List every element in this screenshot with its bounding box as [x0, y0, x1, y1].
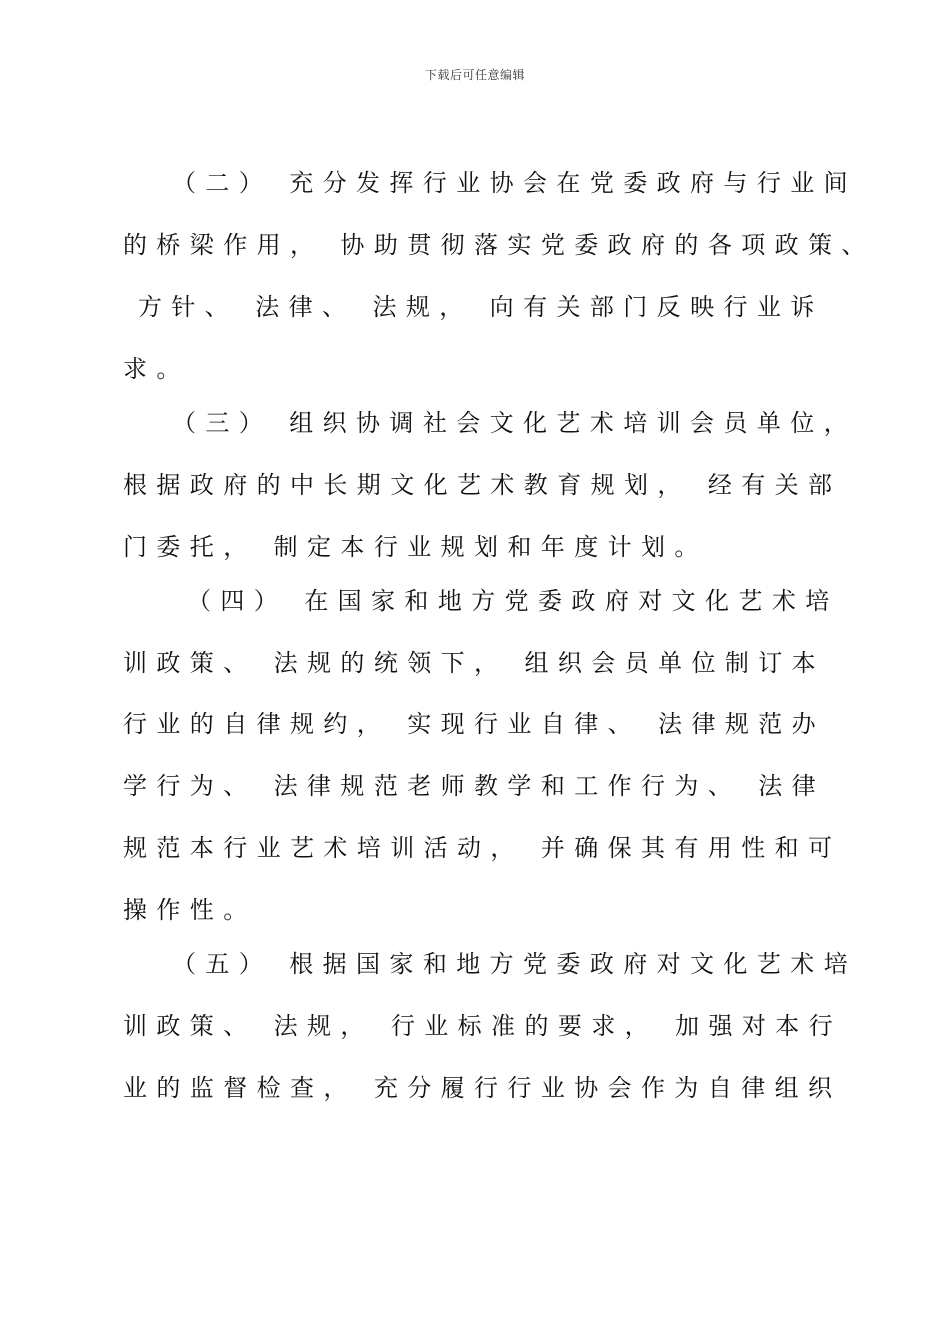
paragraph-3-line-2: 根据政府的中长期文化艺术教育规划， 经有关部: [123, 471, 842, 499]
paragraph-2-line-3: 方针、 法律、 法规， 向有关部门反映行业诉: [138, 293, 824, 321]
paragraph-4-line-3: 行业的自律规约， 实现行业自律、 法律规范办: [123, 710, 826, 738]
paragraph-3-line-3: 门委托， 制定本行业规划和年度计划。: [123, 533, 708, 561]
paragraph-4-line-5: 规范本行业艺术培训活动， 并确保其有用性和可: [123, 834, 842, 862]
paragraph-2-line-4: 求。: [123, 355, 190, 383]
paragraph-5-line-1: （五） 根据国家和地方党委政府对文化艺术培: [172, 950, 858, 978]
paragraph-4-line-2: 训政策、 法规的统领下， 组织会员单位制订本: [123, 649, 826, 677]
paragraph-2-line-2: 的桥梁作用， 协助贯彻落实党委政府的各项政策、: [123, 231, 875, 259]
paragraph-4-line-6: 操作性。: [123, 896, 257, 924]
paragraph-4-line-1: （四） 在国家和地方党委政府对文化艺术培: [187, 587, 839, 615]
paragraph-4-line-4: 学行为、 法律规范老师教学和工作行为、 法律: [123, 772, 826, 800]
paragraph-2-line-1: （二） 充分发挥行业协会在党委政府与行业间: [172, 169, 858, 197]
paragraph-5-line-2: 训政策、 法规， 行业标准的要求， 加强对本行: [123, 1012, 843, 1040]
page-header-note: 下载后可任意编辑: [424, 68, 525, 82]
paragraph-3-line-1: （三） 组织协调社会文化艺术培训会员单位，: [172, 409, 858, 437]
paragraph-5-line-3: 业的监督检查， 充分履行行业协会作为自律组织: [123, 1074, 842, 1102]
